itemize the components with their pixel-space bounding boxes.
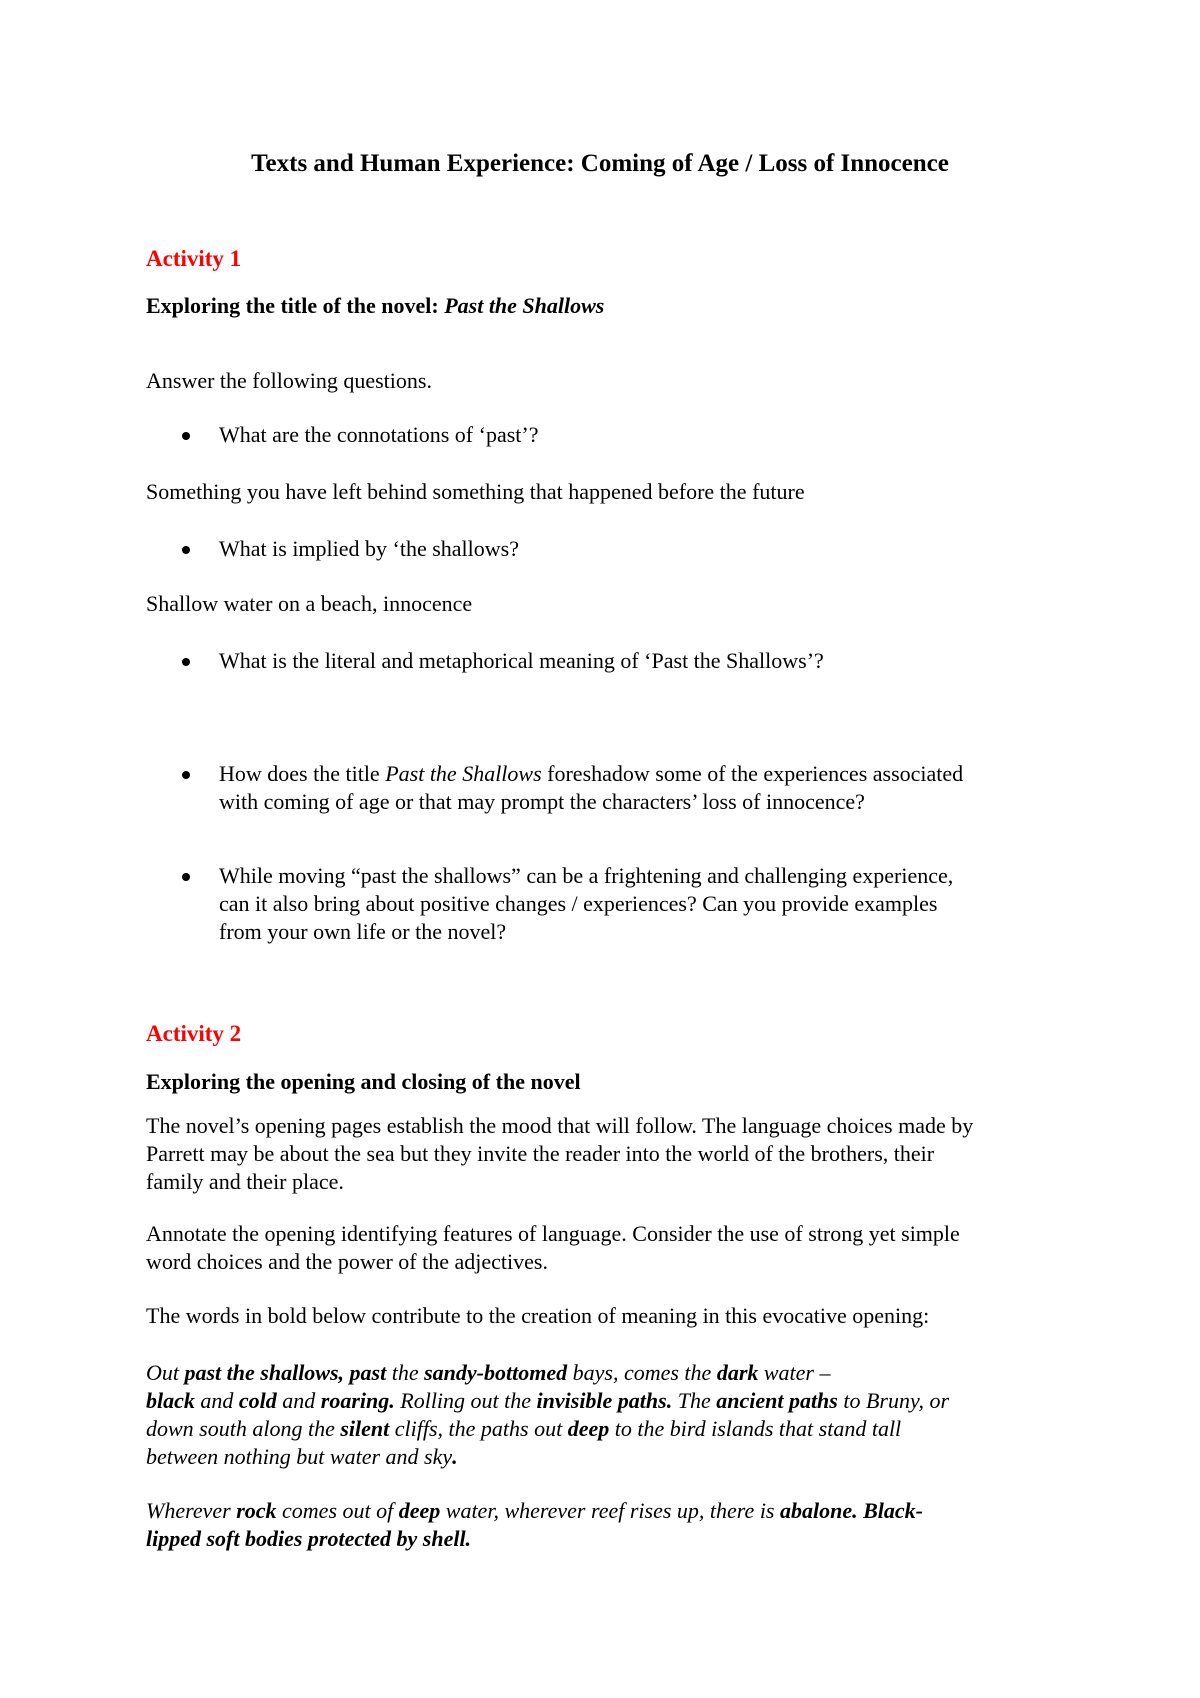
excerpt-text: Wherever <box>146 1498 237 1523</box>
novel-excerpt-2 <box>146 1497 923 1553</box>
question-2: What is implied by ‘the shallows? <box>219 536 519 561</box>
paragraph-1-line-2: Parrett may be about the sea but they invite the reader into the world of the brothers, their <box>146 1141 935 1166</box>
excerpt-text: and <box>194 1388 239 1413</box>
excerpt-text: down south along the <box>146 1416 341 1441</box>
instruction-text: Answer the following questions. <box>146 368 432 393</box>
excerpt-bold-word: silent <box>340 1416 390 1441</box>
paragraph-2-line-2: word choices and the power of the adjectives. <box>146 1249 548 1274</box>
excerpt-bold-word: black <box>146 1388 195 1413</box>
question-5 <box>219 862 953 946</box>
paragraph-1-line-1: The novel’s opening pages establish the mood that will follow. The language choices made by <box>146 1113 974 1138</box>
question-4-text: How does the title <box>219 761 386 786</box>
excerpt-text: to Bruny, or <box>837 1388 950 1413</box>
question-4-line-2: with coming of age or that may prompt the characters’ loss of innocence? <box>219 789 865 814</box>
paragraph-1 <box>146 1112 973 1196</box>
excerpt-text: comes out of <box>276 1498 399 1523</box>
excerpt-text: Rolling out the <box>394 1388 537 1413</box>
excerpt-text: Out <box>146 1360 185 1385</box>
excerpt-line <box>146 1497 923 1525</box>
question-4 <box>219 760 963 816</box>
paragraph-2 <box>146 1220 960 1276</box>
excerpt-text: water – <box>758 1360 831 1385</box>
bullet-icon <box>182 873 190 881</box>
novel-excerpt-1 <box>146 1359 949 1471</box>
excerpt-text: the <box>386 1360 425 1385</box>
excerpt-bold-word: roaring. <box>320 1388 395 1413</box>
excerpt-line <box>146 1443 949 1471</box>
excerpt-text: water, wherever reef rises up, there is <box>440 1498 780 1523</box>
excerpt-text: to the bird islands that stand tall <box>609 1416 902 1441</box>
answer-2: Shallow water on a beach, innocence <box>146 591 473 616</box>
question-5-line-2: can it also bring about positive changes / experiences? Can you provide examples <box>219 891 938 916</box>
excerpt-bold-word: ancient paths <box>716 1388 838 1413</box>
excerpt-bold-word: rock <box>236 1498 277 1523</box>
novel-title: Past the Shallows <box>444 293 605 318</box>
activity-2-heading: Exploring the opening and closing of the novel <box>146 1069 581 1094</box>
excerpt-text: bays, comes the <box>567 1360 717 1385</box>
excerpt-line <box>146 1415 949 1443</box>
excerpt-bold-word: dark <box>716 1360 759 1385</box>
question-5-line-3: from your own life or the novel? <box>219 919 507 944</box>
excerpt-bold-word: invisible paths. <box>536 1388 673 1413</box>
excerpt-line <box>146 1359 949 1387</box>
question-3: What is the literal and metaphorical meaning of ‘Past the Shallows’? <box>219 648 824 673</box>
excerpt-text: and <box>276 1388 321 1413</box>
bullet-icon <box>182 658 190 666</box>
excerpt-bold-word: past <box>349 1360 387 1385</box>
excerpt-line <box>146 1387 949 1415</box>
excerpt-bold-word: abalone. Black- <box>780 1498 923 1523</box>
activity-1-heading-prefix: Exploring the title of the novel: <box>146 293 445 318</box>
excerpt-text: between nothing but water and sky <box>146 1444 453 1469</box>
bullet-icon <box>182 432 190 440</box>
paragraph-1-line-3: family and their place. <box>146 1169 344 1194</box>
excerpt-bold-word: deep <box>398 1498 441 1523</box>
activity-1-heading <box>146 292 604 320</box>
excerpt-bold-word: past the shallows, <box>184 1360 345 1385</box>
activity-2-label: Activity 2 <box>146 1021 242 1046</box>
page-title: Texts and Human Experience: Coming of Age / Loss of Innocence <box>251 150 949 177</box>
bullet-icon <box>182 546 190 554</box>
excerpt-text: The <box>672 1388 717 1413</box>
excerpt-line <box>146 1525 923 1553</box>
excerpt-bold-word: lipped soft bodies protected by shell. <box>146 1526 472 1551</box>
bullet-icon <box>182 771 190 779</box>
question-4-text: foreshadow some of the experiences associated <box>541 761 964 786</box>
paragraph-3: The words in bold below contribute to the creation of meaning in this evocative opening: <box>146 1303 930 1328</box>
excerpt-bold-word: sandy-bottomed <box>424 1360 568 1385</box>
excerpt-bold-word: . <box>452 1444 458 1469</box>
question-4-novel-title: Past the Shallows <box>385 761 542 786</box>
question-5-line-1: While moving “past the shallows” can be a frightening and challenging experience, <box>219 863 954 888</box>
answer-1: Something you have left behind something that happened before the future <box>146 479 805 504</box>
paragraph-2-line-1: Annotate the opening identifying features of language. Consider the use of strong yet simple <box>146 1221 960 1246</box>
excerpt-bold-word: cold <box>238 1388 277 1413</box>
activity-1-label: Activity 1 <box>146 246 242 271</box>
excerpt-text: cliffs, the paths out <box>389 1416 568 1441</box>
excerpt-bold-word: deep <box>567 1416 610 1441</box>
question-1: What are the connotations of ‘past’? <box>219 422 539 447</box>
